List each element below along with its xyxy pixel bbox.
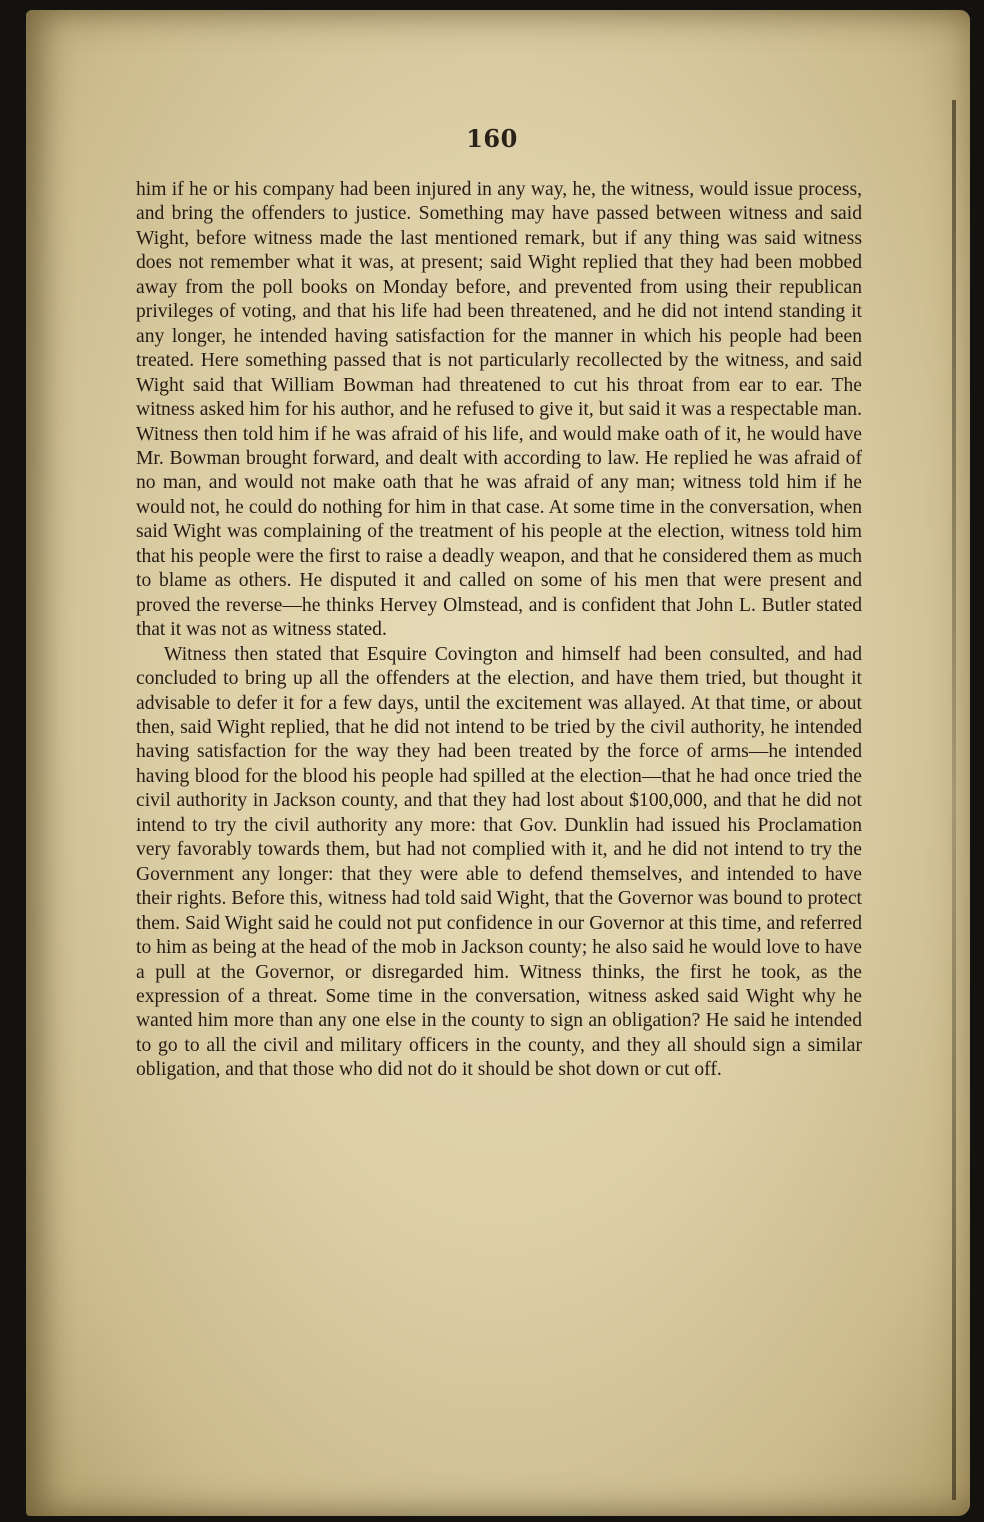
body-text	[136, 178, 862, 1083]
paragraph-1: him if he or his company had been injured in any way, he, the witness, would issue process, and bring the offenders to justice. Something may have passed between witness and said Wight, before witness made the last mentioned remark, but if any thing was said witness does not remember what it was, at present; said Wight replied that they had been mobbed away from the poll books on Monday before, and prevented from using their republican privileges of voting, and that his life had been threatened, and he did not intend standing it any longer, he intended having satisfaction for the manner in which his people had been treated. Here something passed that is not particularly recollected by the witness, and said Wight said that William Bowman had threatened to cut his throat from ear to ear. The witness asked him for his author, and he refused to give it, but said it was a respectable man. Witness then told him if he was afraid of his life, and would make oath of it, he would have Mr. Bowman brought forward, and dealt with according to law. He replied he was afraid of no man, and would not make oath that he was afraid of any man; witness told him if he would not, he could do nothing for him in that case. At some time in the conversation, when said Wight was complaining of the treatment of his people at the election, witness told him that his people were the first to raise a deadly weapon, and that he considered them as much to blame as others. He disputed it and called on some of his men that were present and proved the reverse—he thinks Hervey Olmstead, and is confident that John L. Butler stated that it was not as witness stated.	[136, 179, 862, 641]
page-number: 160	[466, 124, 518, 153]
page-edge-shadow	[952, 100, 956, 1500]
paragraph-2: Witness then stated that Esquire Covington and himself had been consulted, and had concluded to bring up all the offenders at the election, and have them tried, but thought it advisable to defer it for a few days, until the excitement was allayed. At that time, or about then, said Wight replied, that he did not intend to be tried by the civil authority, he intended having satisfaction for the way they had been treated by the force of arms—he intended having blood for the blood his people had spilled at the election—that he had once tried the civil authority in Jackson county, and that they had lost about $100,000, and that he did not intend to try the civil authority any more: that Gov. Dunklin had issued his Proclamation very favorably towards them, but had not complied with it, and he did not intend to try the Government any longer: that they were able to defend themselves, and intended to have their rights. Before this, witness had told said Wight, that the Governor was bound to protect them. Said Wight said he could not put confidence in our Governor at this time, and referred to him as being at the head of the mob in Jackson county; he also said he would love to have a pull at the Governor, or disregarded him. Witness thinks, the first he took, as the expression of a threat. Some time in the conversation, witness asked said Wight why he wanted him more than any one else in the county to sign an obligation? He said he intended to go to all the civil and military officers in the county, and they all should sign a similar obligation, and that those who did not do it should be shot down or cut off.	[136, 643, 862, 1081]
